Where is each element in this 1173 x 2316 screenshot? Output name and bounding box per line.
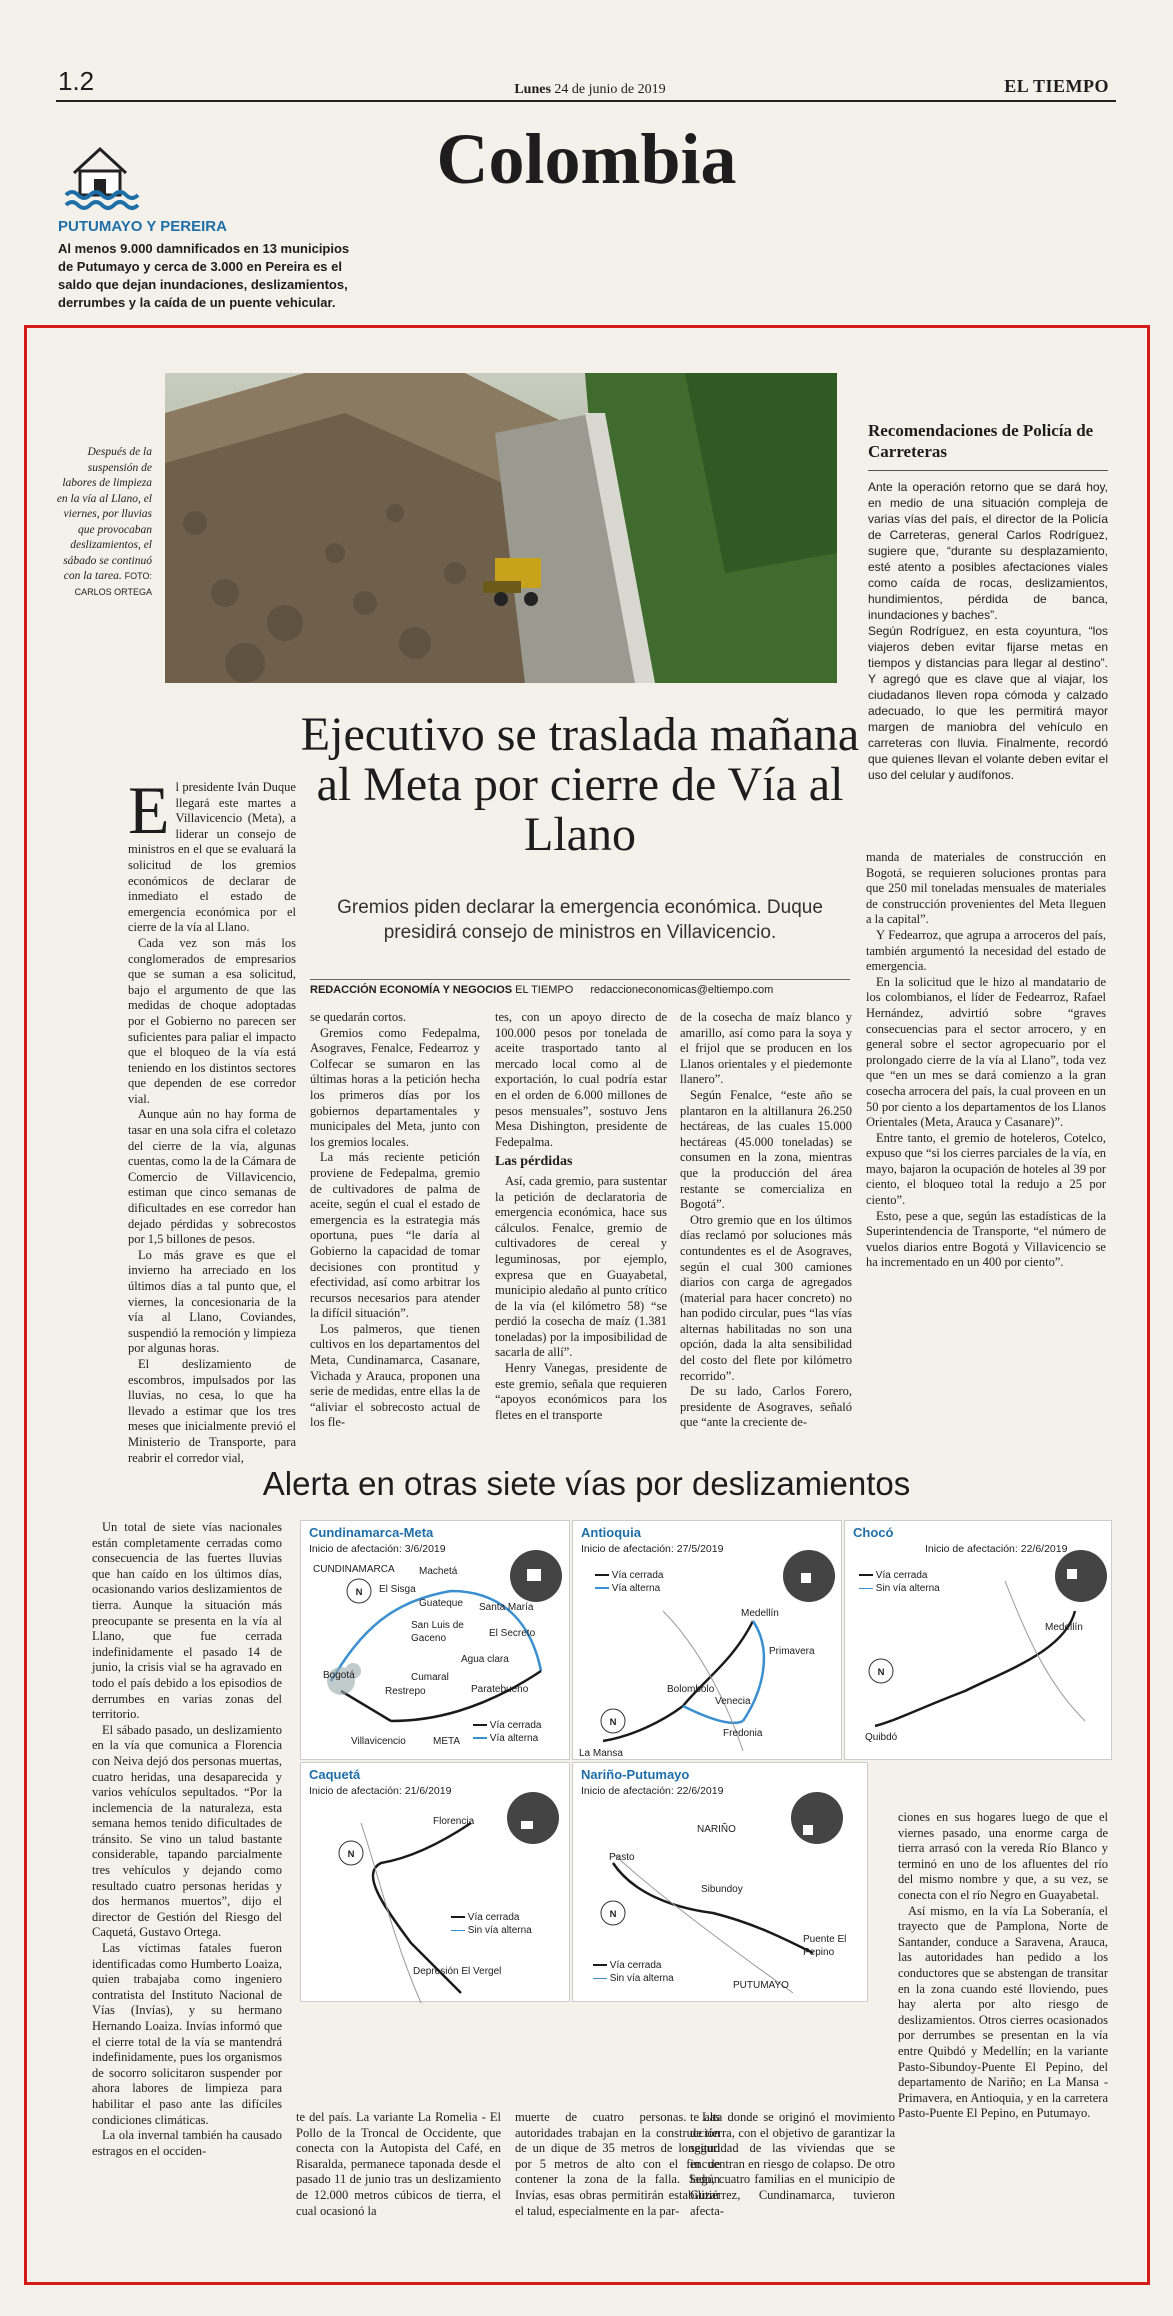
- second-column-left: [92, 1520, 282, 2255]
- legend-closed: Vía cerrada: [467, 1912, 520, 1923]
- paragraph: En la solicitud que le hizo al mandatario de los colombianos, el líder de Fedearroz, Rafael Hernández, advirtió sobre “graves consecuencias para el sector arrocero, y en general sobre el sector agropecuario por el prolongado cierre de la vía al Llano”, toda vez que “en un mes se dará comienzo a la gran cosecha arrocera del país, la cual proveen en un 50 por ciento a los departamentos de los Llanos Orientales (Meta, Arauca y Casanare)”.: [866, 974, 1106, 1130]
- map-caqueta[interactable]: [300, 1762, 570, 2002]
- photo-caption-text: Después de la suspensión de labores de limpieza en la vía al Llano, el viernes, por lluvias que provocaban deslizamientos, el sábado se continuó con la tarea.: [56, 446, 152, 582]
- paragraph: se quedarán cortos.: [310, 1010, 407, 1024]
- paragraph: La ola invernal también ha causado estragos en el occiden-: [92, 2128, 282, 2158]
- map-label: San Luis de Gaceno: [411, 1620, 464, 1644]
- map-label: Restrepo: [385, 1686, 426, 1697]
- legend-closed: Vía cerrada: [875, 1570, 928, 1581]
- map-label: Medellín: [1045, 1622, 1083, 1633]
- map-label: Primavera: [769, 1646, 815, 1657]
- paragraph: Y Fedearroz, que agrupa a arroceros del país, también argumentó la necesidad del estado de emergencia.: [866, 927, 1106, 974]
- date-rest: 24 de junio de 2019: [554, 82, 666, 97]
- paragraph: Otro gremio que en los últimos días reclamó por soluciones más contundentes es el de Asograves, según el cual 300 camiones diarios con carga de agregados (material para hacer concreto) no han podido circular, pues “las vías alternas habilitadas no son una opción, dada la alta sensibilidad del costo del flete por kilómetro recorrido”.: [680, 1212, 852, 1383]
- legend-alt: Sin vía alterna: [875, 1583, 940, 1594]
- map-title: Antioquia: [581, 1525, 641, 1540]
- date-day: Lunes: [514, 82, 551, 97]
- map-label: Cumaral: [411, 1672, 449, 1683]
- subhead: Las pérdidas: [495, 1154, 573, 1170]
- map-legend: [473, 1719, 541, 1745]
- article-byline: [310, 979, 850, 996]
- paragraph: manda de materiales de construcción en Bogotá, se requieren soluciones prontas para que 250 mil toneladas mensuales de materiales de construcción provenientes del Meta lleguen a la capital”.: [866, 850, 1106, 927]
- paragraph: tes, con un apoyo directo de 100.000 pesos por tonelada de aceite trasportado tanto al mercado local como al de exportación, lo cual podría estar en el orden de 6.000 millones de pesos mensuales”, sostuvo Jens Mesa Dishington, presidente de Fedepalma.: [495, 1010, 667, 1149]
- article-deck: Gremios piden declarar la emergencia económica. Duque presidirá consejo de ministros en Villavicencio.: [337, 897, 823, 943]
- byline-brand: EL TIEMPO: [515, 984, 574, 996]
- paragraph: ciones en sus hogares luego de que el viernes pasado, una enorme carga de tierra arrasó con la vereda Río Blanco y terminó en uno de los afluentes del río del mismo nombre y que, a su vez, se conecta con el río Negro en Guayabetal.: [898, 1810, 1108, 1902]
- map-cundinamarca-meta[interactable]: [300, 1520, 570, 1760]
- article-column-5: [866, 850, 1106, 1440]
- legend-closed: Vía cerrada: [489, 1720, 542, 1731]
- map-label: Pasto: [609, 1852, 635, 1863]
- paragraph: De su lado, Carlos Forero, presidente de Asograves, señaló que “ante la creciente de-: [680, 1384, 852, 1430]
- north-arrow-icon: N: [877, 1667, 885, 1678]
- map-date: Inicio de afectación: 22/6/2019: [581, 1785, 724, 1797]
- map-label: Agua clara: [461, 1654, 509, 1665]
- map-label: NARIÑO: [697, 1824, 736, 1835]
- map-title: Nariño-Putumayo: [581, 1767, 690, 1782]
- paragraph: Gremios como Fedepalma, Asograves, Fenalce, Fedearroz y Colfecar se sumaron en las últimas horas a la petición hecha los primeros días por los gobiernos departamentales y municipales del Meta, junto con los gremios locales.: [310, 1025, 480, 1149]
- map-label: Quibdó: [865, 1732, 898, 1743]
- map-date: Inicio de afectación: 21/6/2019: [309, 1785, 452, 1797]
- map-antioquia[interactable]: [572, 1520, 842, 1760]
- paragraph: Entre tanto, el gremio de hoteleros, Cotelco, expuso que “si los cierres parciales de la vía, en mayo, bajaron la ocupación de hoteles al 39 por ciento, el bloqueo total la redujo a 25 por ciento”.: [866, 1130, 1106, 1208]
- article-column-4: [680, 1010, 852, 1440]
- page-number: 1.2: [58, 66, 95, 96]
- dropcap: E: [128, 772, 170, 848]
- paragraph: Henry Vanegas, presidente de este gremio, señala que requieren “apoyos económicos para los fletes en el transporte: [495, 1361, 667, 1422]
- legend-alt: Sin vía alterna: [467, 1925, 532, 1936]
- paragraph: muerte de cuatro personas. Las autoridades trabajan en la construcción de un dique de 35 metros de longitud por 5 metros de alto con el fin de contener la zona de la falla. Según Invías, esas obras permitirán estabilizar el talud, especialmente en la par-: [515, 2110, 720, 2218]
- paragraph: Lo más grave es que el invierno ha arreciado en los últimos días a tal punto que, el viernes, la concesionaria de la vía al Llano, Coviandes, suspendió la remoción y limpieza por algunas horas.: [128, 1247, 297, 1356]
- byline-desk: REDACCIÓN ECONOMÍA Y NEGOCIOS: [310, 984, 513, 996]
- teaser-kicker[interactable]: PUTUMAYO Y PEREIRA: [58, 218, 227, 235]
- article-headline[interactable]: Ejecutivo se traslada mañana al Meta por cierre de Vía al Llano: [300, 708, 860, 861]
- paragraph: Aunque aún no hay forma de tasar en una sola cifra el coletazo del cierre de la vía, algunas cuentas, como la de la Cámara de Comercio de Villavicencio, estiman que cinco semanas de dificultades en ese corredor han dejado pérdidas y sobrecostos por 1,5 billones de pesos.: [128, 1107, 296, 1247]
- map-legend: [593, 1959, 674, 1985]
- map-legend: [859, 1569, 940, 1595]
- map-label: Florencia: [433, 1816, 475, 1827]
- map-label: Bogotá: [323, 1670, 355, 1681]
- paragraph: de la cosecha de maíz blanco y amarillo, así como para la soya y el frijol que se producen en los Llanos orientales y el piedemonte llanero”.: [680, 1010, 852, 1087]
- paragraph: Así mismo, en la vía La Soberanía, el trayecto que de Pamplona, Norte de Santander, conduce a Saravena, Arauca, las autoridades han pedido a los conductores que se abstengan de transitar en la zona cuando esté lloviendo, pues hay alerta por alto riesgo de deslizamientos. Otros cierres ocasionados por derrumbes se presentan en la vía entre Quibdó y Medellín; en la variante Pasto-Sibundoy-Puente El Pepino, del departamento de Nariño; en La Mansa -Primavera, en Antioquia, y en la carretera Pasto-Puente El Pepino, en Putumayo.: [898, 1903, 1108, 2121]
- legend-alt: Sin vía alterna: [609, 1973, 674, 1984]
- legend-alt: Vía alterna: [489, 1733, 539, 1744]
- map-label: PUTUMAYO: [733, 1980, 789, 1991]
- photo-caption: [52, 445, 152, 600]
- paragraph: La más reciente petición proviene de Fedepalma, gremio de cultivadores de palma de aceite, según el cual el estado de emergencia es la estrategia más oportuna, pues “le daría al Gobierno la capacidad de tomar decisiones con prontitud y efectividad, así como arbitrar los recursos necesarios para atender la difícil situación”.: [310, 1150, 480, 1321]
- map-label: Paratebueno: [471, 1684, 529, 1695]
- legend-closed: Vía cerrada: [611, 1570, 664, 1581]
- photo-credit-name: CARLOS ORTEGA: [74, 586, 152, 597]
- section-title: Colombia: [436, 119, 737, 199]
- map-label: Santa María: [479, 1602, 534, 1613]
- map-label: Sibundoy: [701, 1884, 743, 1895]
- map-label: Villavicencio: [351, 1736, 406, 1747]
- map-legend: [451, 1911, 532, 1937]
- sidebar-paragraph: Ante la operación retorno que se dará hoy, en medio de una situación compleja de varias vías del país, el director de la Policía de Carreteras, general Carlos Rodríguez, sugiere que, “durante su desplazamiento, esté atento a posibles afectaciones viales como caída de rocas, deslizamientos, hundimientos, pérdida de banca, inundaciones y baches”.: [868, 480, 1108, 622]
- map-label: CUNDINAMARCA: [313, 1564, 395, 1575]
- map-graphic: [573, 1521, 843, 1761]
- paragraph: Así, cada gremio, para sustentar la petición de declaratoria de emergencia económica, hace sus cálculos. Fenalce, gremio de cultivadores de cereal y leguminosas, por ejemplo, expresa que en Guayabetal, municipio aledaño al punto crítico de la vía (el kilómetro 58) “se perdió la cosecha de maíz (1.381 toneladas) por la imposibilidad de sacarla de allí”.: [495, 1173, 667, 1360]
- map-label: Bolombolo: [667, 1684, 715, 1695]
- flooded-house-icon: [60, 135, 140, 215]
- north-arrow-icon: N: [355, 1587, 363, 1598]
- paragraph: Según Fenalce, “este año se plantaron en la altillanura 26.250 hectáreas, de las cuales 15.000 hectáreas (45.000 toneladas) se consumen en la zona, mientras que la producción del área restante se comercializa en Bogotá”.: [680, 1087, 852, 1212]
- paragraph: te del país. La variante La Romelia - El Pollo de la Troncal de Occidente, que conecta con la Autopista del Café, en Risaralda, permanece taponada desde el pasado 11 de junio tras un deslizamiento de 12.000 metros cúbicos de tierra, el cual ocasionó la: [296, 2110, 501, 2218]
- paragraph: El deslizamiento de escombros, impulsados por las lluvias, no cesa, lo que ha llevado a estimar que los tres meses que inicialmente previó el Ministerio de Transporte, para reabrir el corredor vial,: [128, 1356, 296, 1465]
- photo-credit-label: FOTO:: [124, 571, 152, 581]
- second-column-b3: [690, 2110, 895, 2260]
- article-column-2: [310, 1010, 480, 1440]
- header-rule: [56, 100, 1116, 102]
- paragraph: Cada vez son más los conglomerados de empresarios que se suman a esa solicitud, bajo el argumento de que las medidas de choque adoptadas por el Gobierno no parecen ser suficientes para paliar el impacto que el bloqueo de la vía está teniendo en los distintos sectores que dependen de ese corredor vial.: [128, 935, 296, 1106]
- map-date: Inicio de afectación: 22/6/2019: [925, 1543, 1068, 1555]
- article-column-1: [128, 772, 297, 1465]
- paragraph: Las víctimas fatales fueron identificadas como Humberto Loaiza, quien trabajaba como ingeniero contratista del Instituto Nacional de Vías (Invías), y su hermano Hernando Loaiza. Invías informó que el cierre total de la vía se mantendrá indefinidamente, pues los organismos de socorro solicitaron suspender por ahora labores de limpieza para habilitar el paso ante las difíciles condiciones climáticas.: [92, 1941, 282, 2127]
- dateline: [470, 82, 710, 98]
- map-label: El Sisga: [379, 1584, 416, 1595]
- map-label: Fredonia: [723, 1728, 763, 1739]
- north-arrow-icon: N: [609, 1909, 617, 1920]
- paragraph: l presidente Iván Duque llegará este martes a Villavicencio (Meta), a liderar un consejo de ministros en el que se evaluará la solicitud de los gremios económicos de declarar de inmediato el estado de emergencia económica por el cierre de la vía al Llano.: [128, 780, 296, 935]
- north-arrow-icon: N: [609, 1717, 617, 1728]
- legend-closed: Vía cerrada: [609, 1960, 662, 1971]
- map-narino-putumayo[interactable]: [572, 1762, 868, 2002]
- second-headline[interactable]: Alerta en otras siete vías por deslizamientos: [262, 1465, 911, 1502]
- teaser-summary: Al menos 9.000 damnificados en 13 municipios de Putumayo y cerca de 3.000 en Pereira es el saldo que dejan inundaciones, deslizamientos, derrumbes y la caída de un puente vehicular.: [58, 241, 350, 310]
- map-label: Venecia: [715, 1696, 751, 1707]
- map-title: Chocó: [853, 1525, 894, 1540]
- second-column-right: [898, 1810, 1108, 2260]
- map-title: Caquetá: [309, 1767, 361, 1782]
- recommendations-sidebar: [868, 420, 1108, 783]
- landslide-photo: [165, 373, 837, 683]
- paragraph: El sábado pasado, un deslizamiento en la vía que comunica a Florencia con Neiva dejó dos personas muertas, cuatro heridas, una desaparecida y varios vehículos sepultados. “Por la inclemencia de la naturaleza, esta semana hemos tenido dificultades de tránsito. Se vino un talud bastante considerable, tapando parcialmente tres vehículos y dejando como resultado cuatro personas heridas y dos hermanos muertos”, dijo el director de Gestión del Riesgo del Caquetá, Gustavo Ortega.: [92, 1722, 282, 1940]
- map-label: META: [433, 1736, 461, 1747]
- north-arrow-icon: N: [347, 1849, 355, 1860]
- second-column-b1: [296, 2110, 501, 2260]
- map-choco[interactable]: [844, 1520, 1112, 1760]
- map-title: Cundinamarca-Meta: [309, 1525, 434, 1540]
- newspaper-brand: EL TIEMPO: [1004, 76, 1109, 96]
- sidebar-title: Recomendaciones de Policía de Carreteras: [868, 420, 1108, 471]
- map-date: Inicio de afectación: 27/5/2019: [581, 1543, 724, 1555]
- legend-alt: Vía alterna: [611, 1583, 661, 1594]
- map-label: Puente El Pepino: [803, 1934, 847, 1958]
- paragraph: Los palmeros, que tienen cultivos en los departamentos del Meta, Cundinamarca, Casanare, Vichada y Arauca, proponen una serie de medidas, entre ellas la de “aliviar el sobrecosto actual de los fle-: [310, 1321, 480, 1430]
- paragraph: Un total de siete vías nacionales están completamente cerradas como consecuencia de las fuertes lluvias que han caído en los últimos días, ocasionando varios deslizamientos de tierra. Aunque la situación más preocupante se presenta en la vía al Llano, que fue cerrada indefinidamente el pasado 14 de junio, la crisis vial se ha agravado en todo el país debido a los episodios de derrumbes en varias zonas del territorio.: [92, 1520, 282, 1722]
- map-label: El Secreto: [489, 1628, 536, 1639]
- map-label: Guateque: [419, 1598, 463, 1609]
- map-label: La Mansa: [579, 1748, 623, 1759]
- map-legend: [595, 1569, 663, 1595]
- map-graphic: [845, 1521, 1113, 1761]
- map-date: Inicio de afectación: 3/6/2019: [309, 1543, 446, 1555]
- paragraph: Esto, pese a que, según las estadísticas de la Superintendencia de Transporte, “el número de vuelos diarios entre Bogotá y Villavicencio se ha incrementado en un 400 por ciento”.: [866, 1208, 1106, 1270]
- map-label: Machetá: [419, 1566, 458, 1577]
- byline-email[interactable]: redaccioneconomicas@eltiempo.com: [590, 984, 774, 996]
- article-column-3: [495, 1010, 667, 1440]
- map-label: Depresión El Vergel: [413, 1966, 502, 1977]
- paragraph: te alta donde se originó el movimiento de tierra, con el objetivo de garantizar la seguridad de las viviendas que se encuentran en riesgo de colapso. De otro lado, cuatro familias en el municipio de Gutiérrez, Cundinamarca, tuvieron afecta-: [690, 2110, 895, 2218]
- map-label: Medellín: [741, 1608, 779, 1619]
- sidebar-paragraph: Según Rodríguez, en esta coyuntura, “los viajeros deben evitar fijarse metas en tiempos y distancias para llegar al destino”. Y agregó que es clave que al viajar, los ciudadanos lleven ropa cómoda y calzado adecuado, lo que les permitirá mayor margen de maniobra del vehículo en carreteras con lluvia. Finalmente, recordó que quienes llevan el volante deben evitar el uso del celular y audífonos.: [868, 624, 1108, 782]
